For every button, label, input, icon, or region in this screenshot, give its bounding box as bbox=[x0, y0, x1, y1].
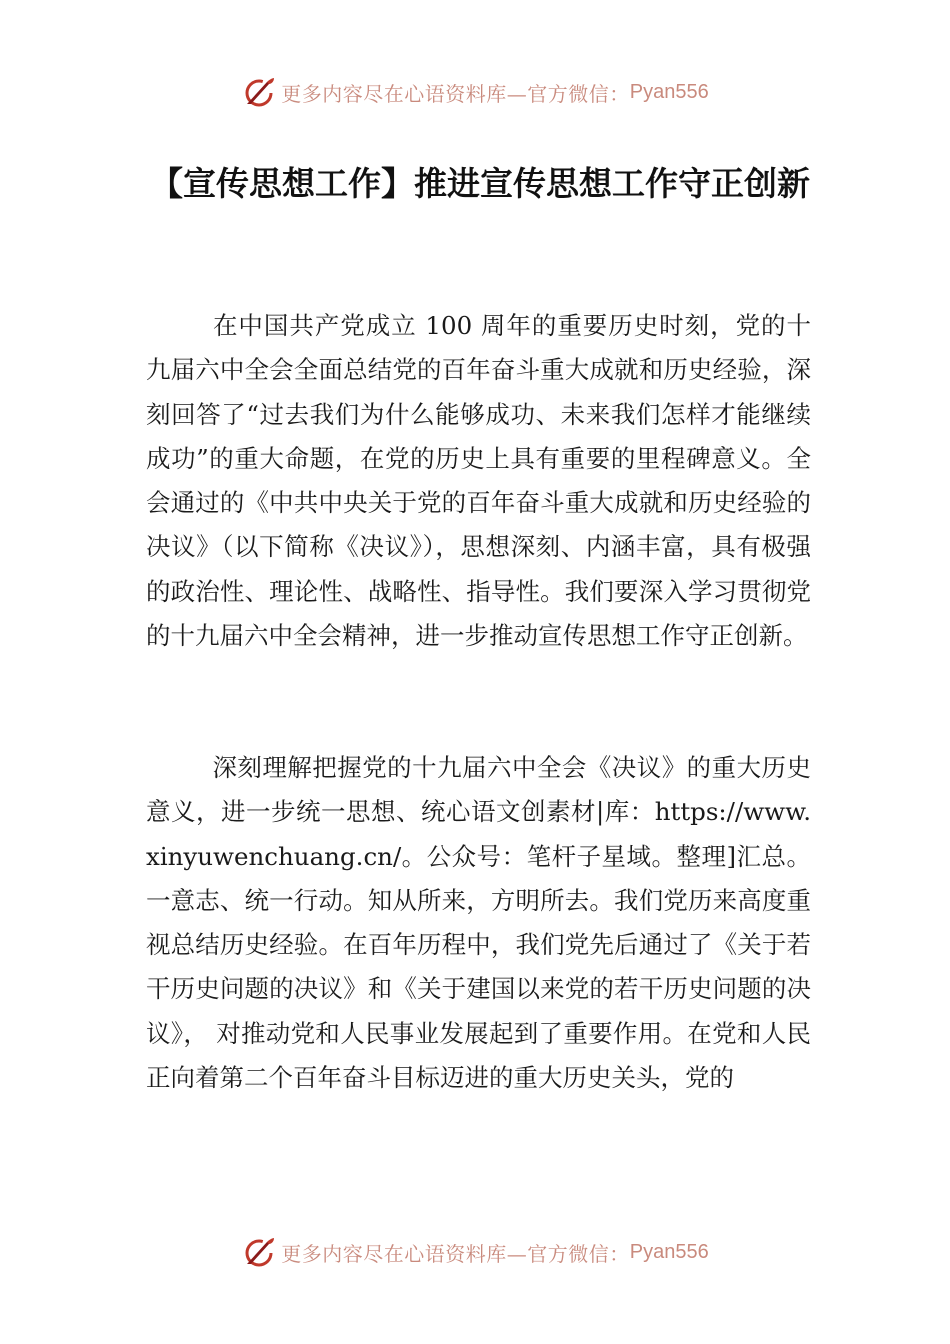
header-watermark bbox=[0, 70, 950, 114]
watermark-id: Pyan556 bbox=[629, 80, 709, 103]
quill-circle-logo-icon bbox=[241, 74, 277, 110]
paragraph-1 bbox=[146, 304, 811, 658]
paragraph-1-text: 在中国共产党成立 100 周年的重要历史时刻，党的十九届六中全会全面总结党的百年奋斗重大成就和历史经验，深刻回答了“过去我们为什么能够成功、未来我们怎样才能继续成功”的重大命题，在党的历史上具有重要的里程碑意义。全会通过的《中共中央关于党的百年奋斗重大成就和历史经验的决议》（以下简称《决议》），思想深刻、内涵丰富，具有极强的政治性、理论性、战略性、指导性。我们要深入学习贯彻党的十九届六中全会精神，进一步推动宣传思想工作守正创新。 bbox=[146, 311, 811, 651]
watermark-id: Pyan556 bbox=[629, 1240, 709, 1263]
quill-circle-logo-icon bbox=[241, 1234, 277, 1270]
paragraph-2-text: 深刻理解把握党的十九届六中全会《决议》的重大历史意义，进一步统一思想、统心语文创素材|库：https://www.xinyuwenchuang.cn/。公众号：笔杆子星域。整理]汇总。一意志、统一行动。知从所来，方明所去。我们党历来高度重视总结历史经验。在百年历程中，我们党先后通过了《关于若干历史问题的决议》和《关于建国以来党的若干历史问题的决议》， 对推动党和人民事业发展起到了重要作用。在党和人民正向着第二个百年奋斗目标迈进的重大历史关头，党的 bbox=[146, 753, 811, 1093]
footer-watermark bbox=[0, 1230, 950, 1274]
paragraph-2 bbox=[146, 746, 811, 1100]
watermark-text: 更多内容尽在心语资料库—官方微信： bbox=[281, 81, 630, 106]
watermark-text: 更多内容尽在心语资料库—官方微信： bbox=[281, 1241, 630, 1266]
document-title: 【宣传思想工作】推进宣传思想工作守正创新 bbox=[150, 164, 810, 203]
